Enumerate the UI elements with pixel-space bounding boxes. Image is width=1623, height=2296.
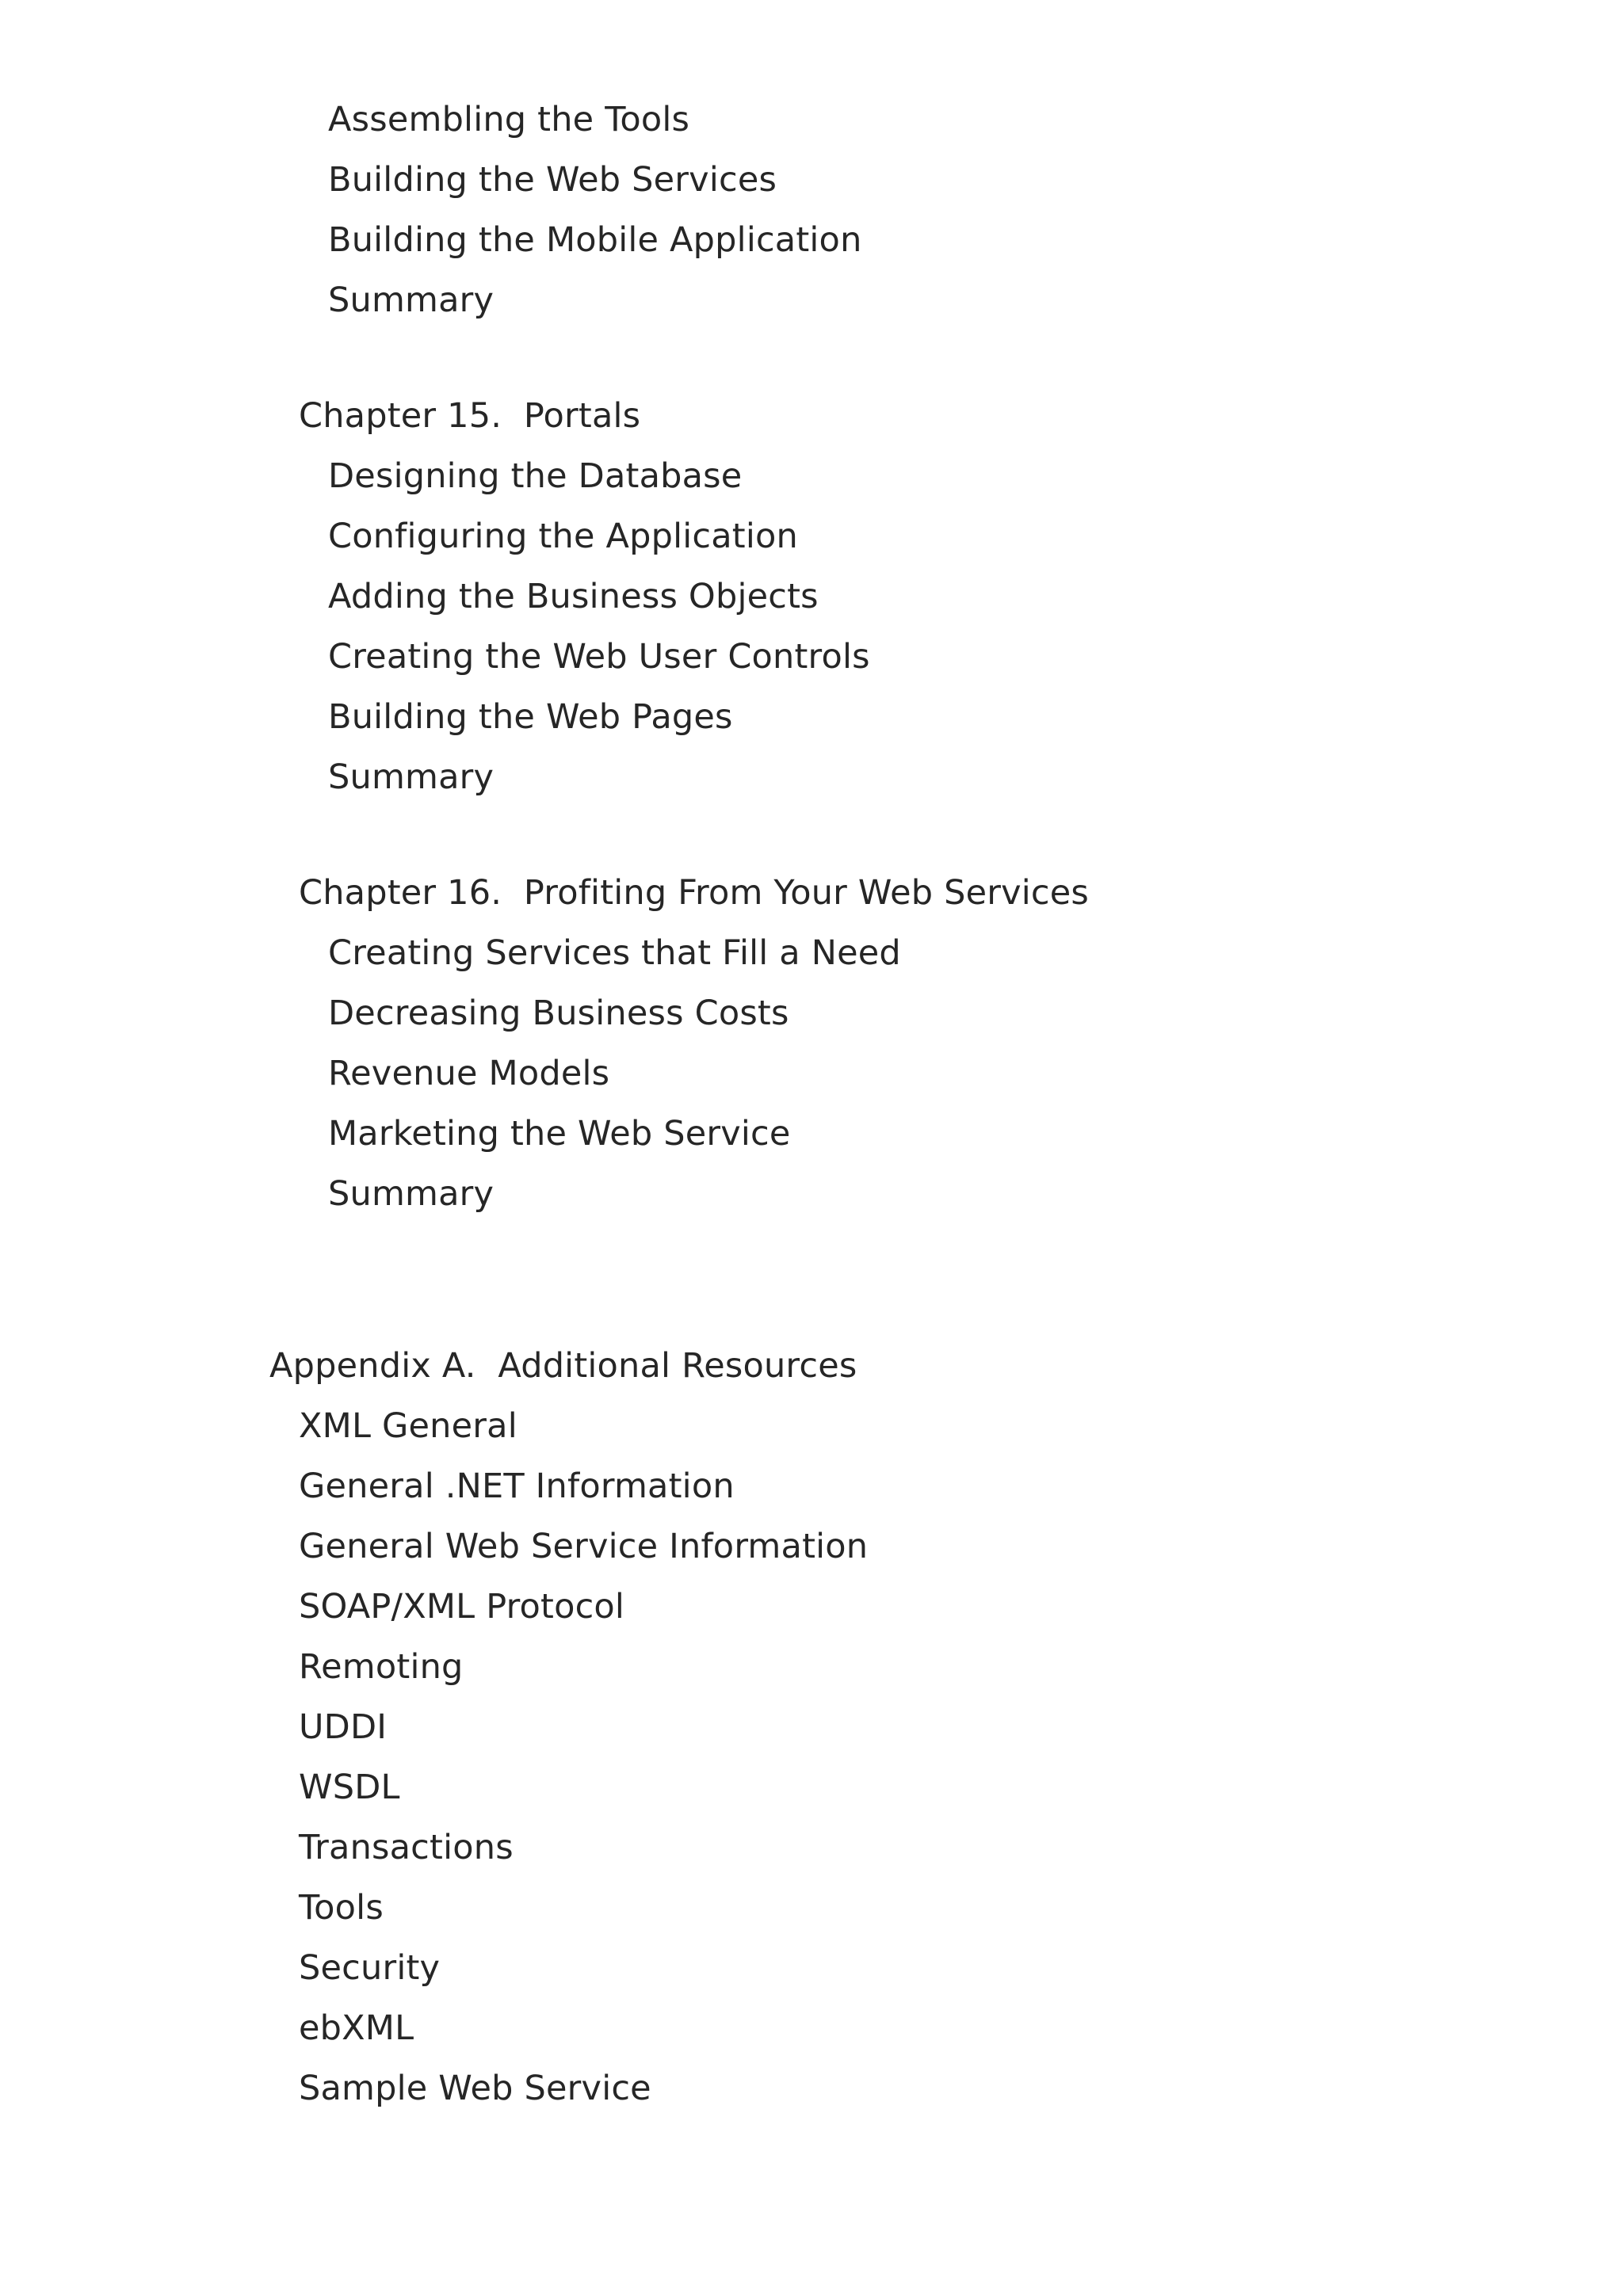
toc-entry-designing-the-database[interactable]: Designing the Database [328,456,743,496]
toc-entry-building-the-web-pages[interactable]: Building the Web Pages [328,697,733,737]
toc-appendix-a-title[interactable]: Appendix A. Additional Resources [269,1346,857,1386]
toc-entry-decreasing-business-costs[interactable]: Decreasing Business Costs [328,994,789,1033]
toc-entry-xml-general[interactable]: XML General [299,1406,517,1446]
toc-entry-assembling-the-tools[interactable]: Assembling the Tools [328,100,690,139]
toc-entry-configuring-the-application[interactable]: Configuring the Application [328,517,798,556]
toc-entry-summary[interactable]: Summary [328,280,495,320]
toc-entry-building-the-web-services[interactable]: Building the Web Services [328,160,777,200]
toc-entry-remoting[interactable]: Remoting [299,1647,464,1687]
toc-entry-transactions[interactable]: Transactions [299,1828,514,1867]
toc-entry-sample-web-service[interactable]: Sample Web Service [299,2069,651,2108]
toc-entry-creating-the-web-user-controls[interactable]: Creating the Web User Controls [328,637,870,677]
toc-entry-creating-services-that-fill-a-need[interactable]: Creating Services that Fill a Need [328,933,901,973]
toc-entry-uddi[interactable]: UDDI [299,1707,388,1747]
toc-entry-building-the-mobile-application[interactable]: Building the Mobile Application [328,220,862,260]
toc-entry-summary[interactable]: Summary [328,757,495,797]
toc-entry-general-net-information[interactable]: General .NET Information [299,1466,735,1506]
toc-entry-adding-the-business-objects[interactable]: Adding the Business Objects [328,577,819,616]
toc-entry-general-web-service-information[interactable]: General Web Service Information [299,1527,869,1566]
toc-entry-soap-xml-protocol[interactable]: SOAP/XML Protocol [299,1587,625,1627]
toc-chapter-16-title[interactable]: Chapter 16. Profiting From Your Web Services [299,873,1090,913]
toc-entry-wsdl[interactable]: WSDL [299,1768,400,1807]
toc-chapter-15-title[interactable]: Chapter 15. Portals [299,396,641,436]
toc-entry-marketing-the-web-service[interactable]: Marketing the Web Service [328,1114,791,1154]
toc-entry-tools[interactable]: Tools [299,1888,384,1928]
toc-entry-ebxml[interactable]: ebXML [299,2008,414,2048]
toc-entry-summary[interactable]: Summary [328,1174,495,1214]
toc-entry-security[interactable]: Security [299,1948,441,1988]
toc-entry-revenue-models[interactable]: Revenue Models [328,1054,610,1093]
